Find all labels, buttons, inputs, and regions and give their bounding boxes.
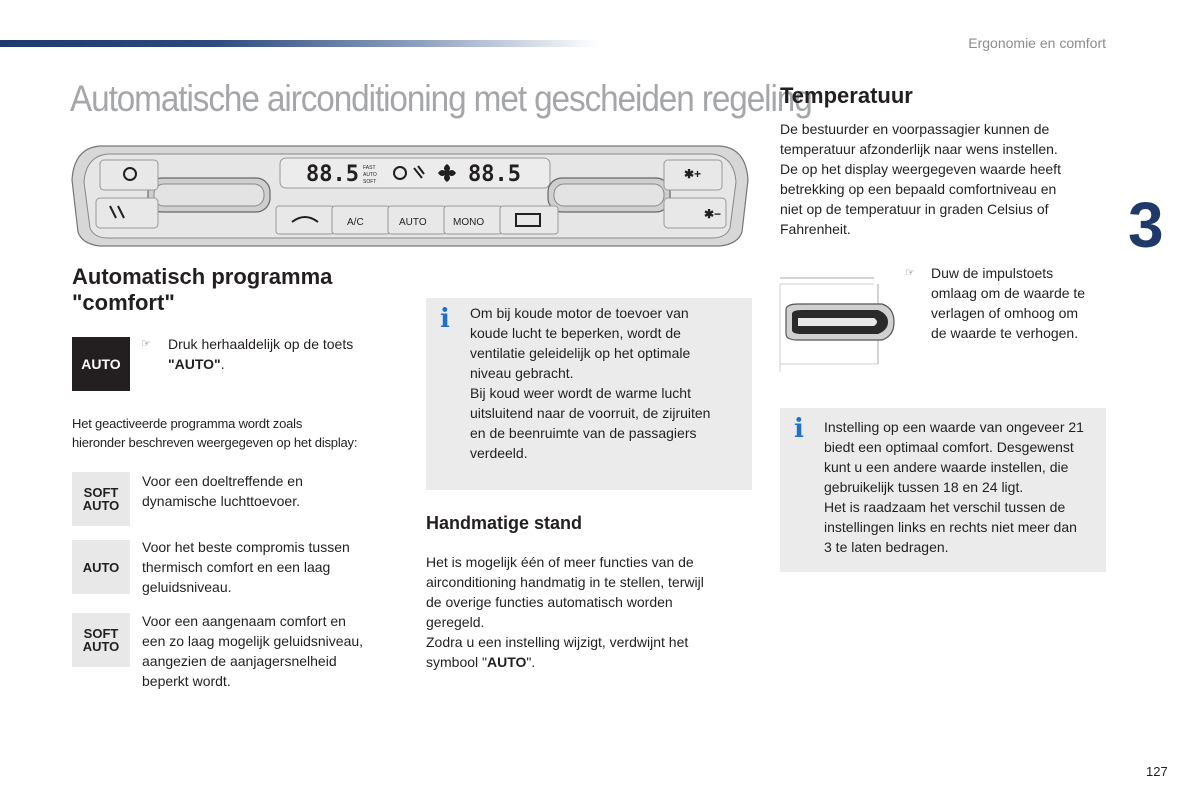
fan-increase-icon: ✱+ — [684, 167, 702, 181]
mode-label-auto: AUTO — [363, 172, 377, 178]
auto-button-label: AUTO — [399, 217, 427, 228]
soft-auto-badge-2: SOFT AUTO — [72, 613, 130, 667]
climate-panel-illustration — [70, 140, 750, 250]
section-label: Ergonomie en comfort — [968, 35, 1106, 51]
mode-description-1: Voor een doeltreffende en dynamische luchttoevoer. — [142, 473, 303, 509]
comfort-heading-line1: Automatisch programma — [72, 264, 333, 289]
header-bar — [0, 40, 600, 47]
comfort-heading-line2: "comfort" — [72, 290, 175, 315]
auto-key-badge — [72, 337, 130, 391]
temperature-instruction: Duw de impulstoets omlaag om de waarde te verlagen of omhoog om de waarde te verhogen. — [931, 265, 1086, 341]
finger-pointer-icon-2: ☞ — [905, 267, 915, 279]
left-temp-display: 88.5 — [306, 162, 359, 187]
info-icon-2: i — [794, 414, 804, 444]
auto-key-badge-label: AUTO — [81, 356, 121, 372]
temperature-heading: Temperatuur — [780, 83, 913, 108]
comfort-intro: Het geactiveerde programma wordt zoals hieronder beschreven weergegeven op het display: — [72, 416, 358, 450]
page-number: 127 — [1146, 764, 1168, 779]
temperature-toggle-illustration — [778, 274, 900, 374]
info-icon: i — [440, 304, 450, 334]
ac-button-label: A/C — [347, 217, 364, 228]
info-box-cold-engine — [426, 298, 752, 490]
comfort-heading — [72, 264, 332, 316]
right-temp-display: 88.5 — [468, 162, 521, 187]
page-title: Automatische airconditioning met gescheiden regeling — [70, 78, 812, 119]
info-cold-text: Om bij koude motor de toevoer van koude lucht te beperken, wordt de ventilatie geleidelijk op het optimale niveau gebracht. Bij koud weer wordt de warme lucht uitsluitend naar de voorruit, de zijruiten en de beenruimte van de passagiers verdeeld. — [470, 305, 711, 461]
manual-text: Het is mogelijk één of meer functies van de airconditioning handmatig in te stellen, terwijl de overige functies automatisch worden geregeld. Zodra u een instelling wijzigt, verdwijnt het symbool "AUTO". — [426, 554, 704, 670]
chapter-number: 3 — [1128, 189, 1164, 261]
info-temp-text: Instelling op een waarde van ongeveer 21 biedt een optimaal comfort. Desgewenst kunt u een andere waarde instellen, die gebruikelijk tussen 18 en 24 ligt. Het is raadzaam het verschil tussen de instellingen links en rechts niet meer dan 3 te laten bedragen. — [824, 419, 1084, 555]
auto-badge: AUTO — [72, 540, 130, 594]
mono-button-label: MONO — [453, 217, 485, 228]
auto-symbol-reference: AUTO — [487, 654, 527, 670]
mode-label-soft: SOFT — [363, 179, 377, 185]
finger-pointer-icon: ☞ — [141, 338, 151, 350]
info-box-temperature — [780, 408, 1106, 572]
mode-description-3: Voor een aangenaam comfort en een zo laag mogelijk geluidsniveau, aangezien de aanjagersnelheid beperkt wordt. — [142, 613, 364, 689]
fan-decrease-icon: ✱− — [704, 207, 722, 221]
comfort-instruction: Druk herhaaldelijk op de toets "AUTO". — [168, 336, 354, 372]
temperature-text: De bestuurder en voorpassagier kunnen de temperatuur afzonderlijk naar wens instellen. De op het display weergegeven waarde heeft betrekking op een bepaald comfortniveau en niet op de temperatuur in graden Celsius of Fahrenheit. — [780, 121, 1061, 237]
mode-label-fast: FAST — [363, 165, 376, 171]
mode-description-2: Voor het beste compromis tussen thermisch comfort en een laag geluidsniveau. — [142, 539, 350, 595]
auto-key-reference: "AUTO" — [168, 356, 221, 372]
manual-heading: Handmatige stand — [426, 513, 583, 533]
soft-auto-badge: SOFT AUTO — [72, 472, 130, 526]
